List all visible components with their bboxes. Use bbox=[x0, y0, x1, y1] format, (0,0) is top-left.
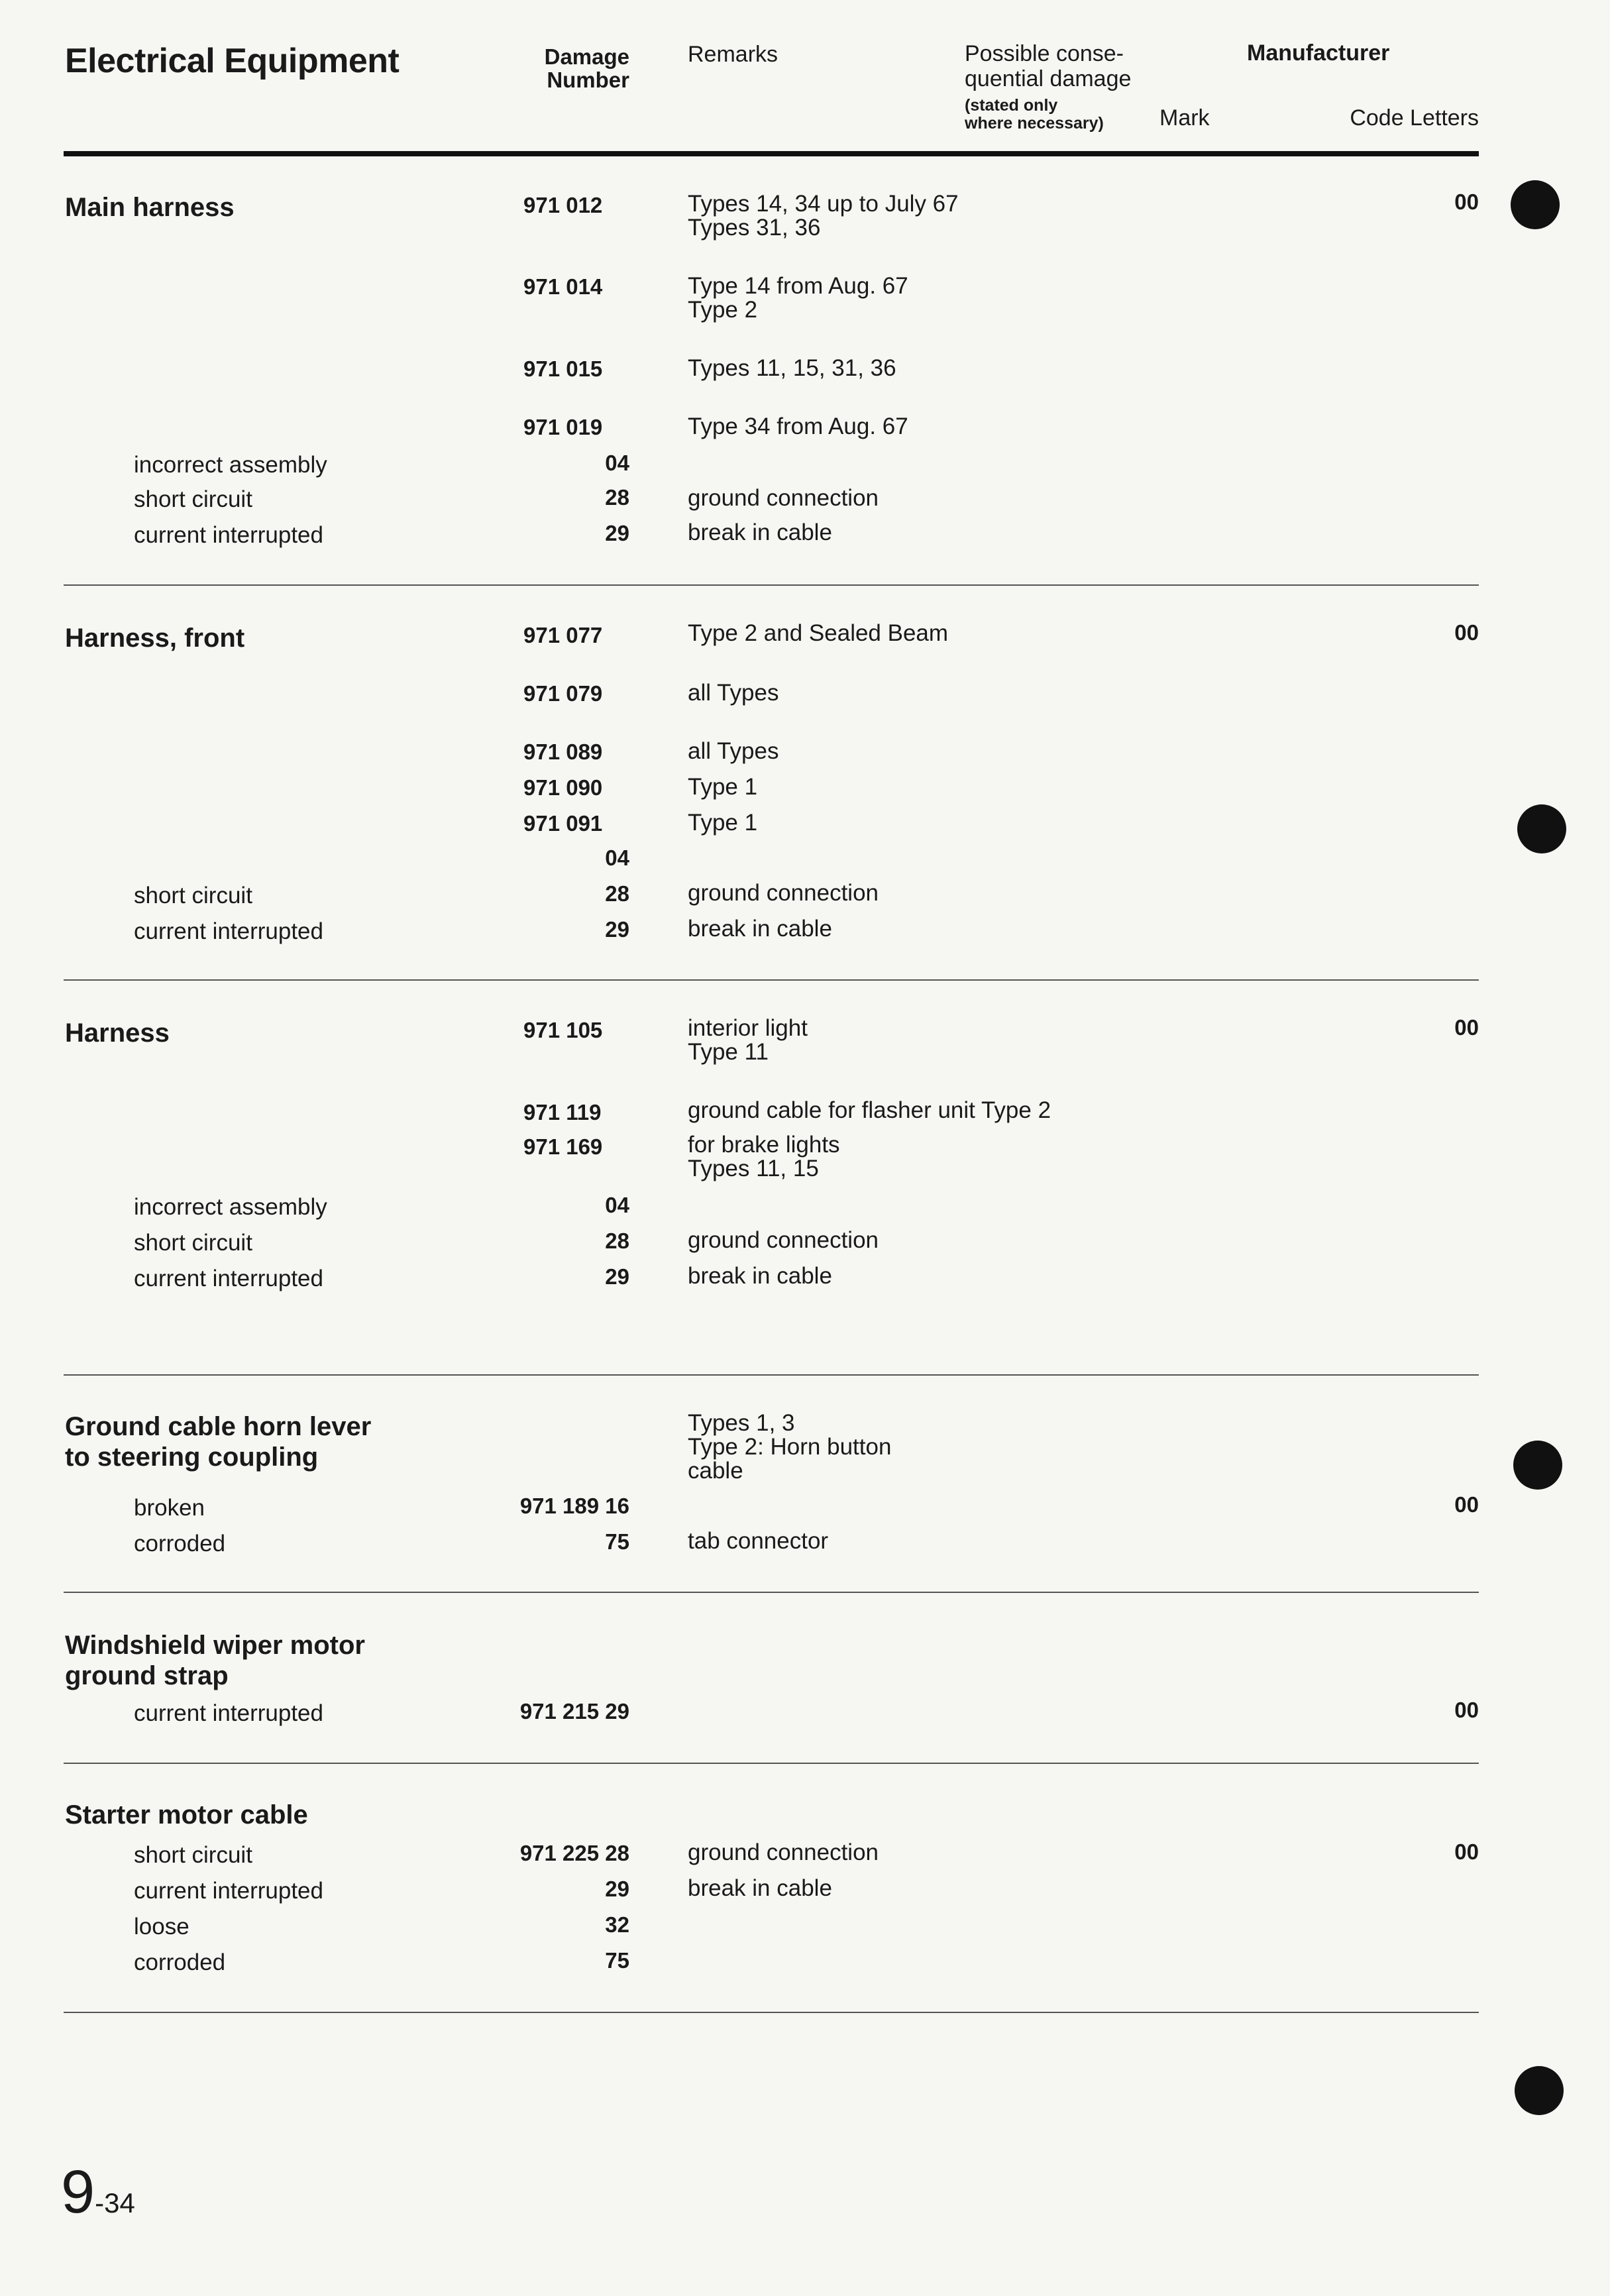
remark: Type 2 and Sealed Beam bbox=[688, 620, 949, 646]
fault-label: incorrect assembly bbox=[134, 452, 327, 478]
remarks-header: Remarks bbox=[688, 42, 778, 67]
fault-label: corroded bbox=[134, 1949, 226, 1975]
manufacturer-header: Manufacturer bbox=[1247, 40, 1390, 66]
code-letters: 00 bbox=[1454, 1698, 1479, 1722]
fault-label: current interrupted bbox=[134, 1878, 323, 1904]
remark: Type 2: Horn button bbox=[688, 1434, 892, 1460]
damage-number: 971 169 bbox=[523, 1134, 603, 1159]
remark: Type 11 bbox=[688, 1039, 769, 1065]
fault-code: 32 bbox=[605, 1912, 629, 1937]
damage-number: 971 090 bbox=[523, 775, 603, 800]
code-letters: 00 bbox=[1454, 190, 1479, 214]
fault-label: incorrect assembly bbox=[134, 1194, 327, 1220]
damage-number: 971 105 bbox=[523, 1018, 603, 1042]
fault-label: short circuit bbox=[134, 883, 252, 908]
code-letters: 00 bbox=[1454, 620, 1479, 645]
fault-label: current interrupted bbox=[134, 918, 323, 944]
remark: Type 34 from Aug. 67 bbox=[688, 413, 908, 439]
fault-code: 75 bbox=[605, 1948, 629, 1973]
remark: Types 14, 34 up to July 67 bbox=[688, 191, 959, 217]
section-divider bbox=[64, 2012, 1479, 2013]
fault-code: 28 bbox=[605, 1229, 629, 1253]
damage-number: 971 189 16 bbox=[519, 1494, 629, 1518]
section-divider bbox=[64, 979, 1479, 981]
code-letters-header: Code Letters bbox=[1350, 105, 1479, 131]
fault-code: 04 bbox=[605, 846, 629, 870]
damage-number: 971 225 28 bbox=[519, 1841, 629, 1865]
fault-code: 28 bbox=[605, 881, 629, 906]
damage-number: 971 119 bbox=[523, 1100, 602, 1124]
damage-number: 971 019 bbox=[523, 415, 603, 439]
remark: break in cable bbox=[688, 1875, 832, 1901]
remark: Type 1 bbox=[688, 810, 758, 836]
remark: ground cable for flasher unit Type 2 bbox=[688, 1097, 1051, 1123]
page-title: Electrical Equipment bbox=[65, 42, 400, 80]
fault-label: short circuit bbox=[134, 1230, 252, 1256]
remark: all Types bbox=[688, 738, 779, 764]
punch-hole-icon bbox=[1517, 804, 1566, 853]
section-title-wiper-strap: Windshield wiper motor ground strap bbox=[65, 1631, 365, 1690]
damage-number: 971 012 bbox=[523, 193, 603, 217]
consequential-damage-header: Possible conse- quential damage bbox=[965, 41, 1132, 91]
damage-number-header: Damage Number bbox=[544, 44, 629, 92]
damage-number: 971 089 bbox=[523, 739, 603, 764]
section-divider bbox=[64, 1374, 1479, 1376]
fault-label: corroded bbox=[134, 1531, 226, 1557]
fault-label: current interrupted bbox=[134, 1266, 323, 1291]
section-title-ground-cable: Ground cable horn lever to steering coupling bbox=[65, 1412, 372, 1472]
page-number: 9-34 bbox=[61, 2158, 135, 2226]
damage-number: 971 077 bbox=[523, 623, 603, 647]
section-divider bbox=[64, 584, 1479, 586]
damage-number: 971 079 bbox=[523, 681, 603, 706]
remark: Types 11, 15, 31, 36 bbox=[688, 355, 896, 381]
remark: Type 14 from Aug. 67 bbox=[688, 273, 908, 299]
remark: Types 11, 15 bbox=[688, 1156, 819, 1181]
remark: break in cable bbox=[688, 1263, 832, 1289]
fault-code: 04 bbox=[605, 451, 629, 475]
code-letters: 00 bbox=[1454, 1015, 1479, 1040]
remark: ground connection bbox=[688, 1227, 879, 1253]
remark: ground connection bbox=[688, 485, 879, 511]
remark: Types 1, 3 bbox=[688, 1410, 795, 1436]
code-letters: 00 bbox=[1454, 1839, 1479, 1864]
fault-code: 75 bbox=[605, 1529, 629, 1554]
section-title-harness: Harness bbox=[65, 1018, 170, 1048]
section-divider bbox=[64, 1592, 1479, 1593]
fault-code: 29 bbox=[605, 1264, 629, 1289]
remark: ground connection bbox=[688, 880, 879, 906]
damage-number: 971 014 bbox=[523, 274, 603, 299]
punch-hole-icon bbox=[1513, 1441, 1562, 1490]
remark: tab connector bbox=[688, 1528, 829, 1554]
fault-label: loose bbox=[134, 1914, 189, 1940]
fault-label: short circuit bbox=[134, 1842, 252, 1868]
damage-number: 971 091 bbox=[523, 811, 603, 836]
fault-code: 29 bbox=[605, 917, 629, 942]
mark-header: Mark bbox=[1159, 105, 1210, 131]
remark: cable bbox=[688, 1458, 743, 1484]
section-title-main-harness: Main harness bbox=[65, 193, 235, 222]
fault-label: broken bbox=[134, 1495, 205, 1521]
consequential-damage-note: (stated only where necessary) bbox=[965, 96, 1104, 133]
fault-code: 28 bbox=[605, 485, 629, 510]
punch-hole-icon bbox=[1515, 2066, 1564, 2115]
section-title-harness-front: Harness, front bbox=[65, 624, 245, 653]
remark: Types 31, 36 bbox=[688, 215, 821, 241]
remark: interior light bbox=[688, 1015, 808, 1041]
remark: break in cable bbox=[688, 519, 832, 545]
remark: all Types bbox=[688, 680, 779, 706]
code-letters: 00 bbox=[1454, 1492, 1479, 1517]
remark: break in cable bbox=[688, 916, 832, 942]
damage-number: 971 215 29 bbox=[519, 1699, 629, 1723]
remark: ground connection bbox=[688, 1839, 879, 1865]
punch-hole-icon bbox=[1511, 180, 1560, 229]
fault-code: 29 bbox=[605, 1877, 629, 1901]
remark: Type 1 bbox=[688, 774, 758, 800]
remark: Type 2 bbox=[688, 297, 758, 323]
damage-number: 971 015 bbox=[523, 356, 603, 381]
fault-label: current interrupted bbox=[134, 522, 323, 548]
remark: for brake lights bbox=[688, 1132, 840, 1158]
section-title-starter-cable: Starter motor cable bbox=[65, 1800, 308, 1830]
fault-code: 04 bbox=[605, 1193, 629, 1217]
header-divider bbox=[64, 151, 1479, 156]
section-divider bbox=[64, 1763, 1479, 1764]
fault-code: 29 bbox=[605, 521, 629, 545]
fault-label: short circuit bbox=[134, 486, 252, 512]
fault-label: current interrupted bbox=[134, 1700, 323, 1726]
